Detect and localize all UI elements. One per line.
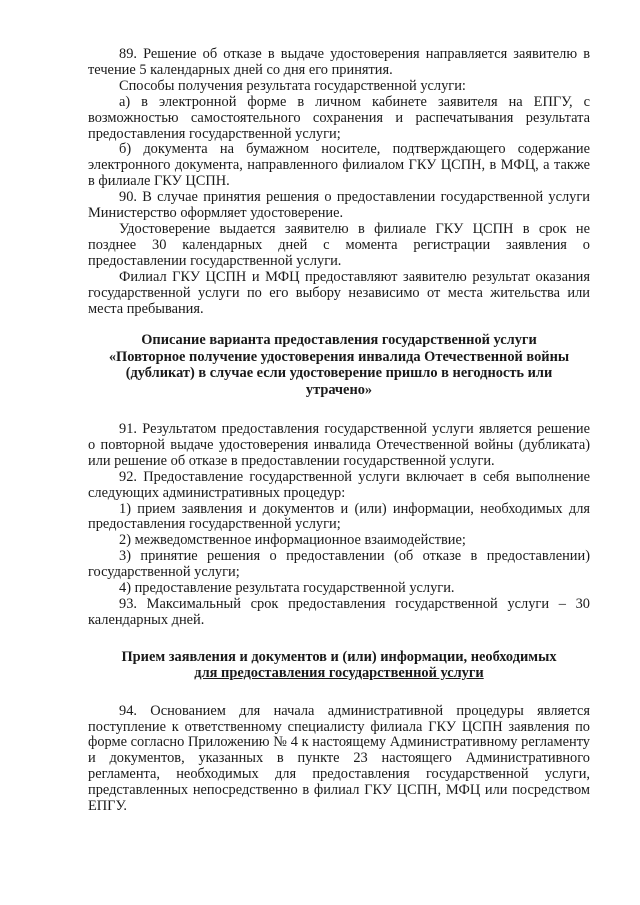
paragraph-91: 91. Результатом предоставления государственной услуги является решение о повторной выдаче удостоверения инвалида Отечественной войны (дубликата) или решение об отказе в предоставлении государственной услуги. — [88, 421, 590, 469]
heading-line: утрачено» — [305, 381, 373, 398]
paragraph-92: 92. Предоставление государственной услуги включает в себя выполнение следующих административных процедур: — [88, 468, 590, 501]
procedure-4: 4) предоставление результата государственной услуги. — [119, 580, 455, 597]
section-heading-duplicate — [88, 332, 590, 398]
paragraph-90: 90. В случае принятия решения о предоставлении государственной услуги Министерство оформляет удостоверение. — [88, 189, 590, 222]
document-page — [88, 47, 590, 815]
heading-line: Описание варианта предоставления государственной услуги — [141, 332, 537, 349]
paragraph-ways-intro: Способы получения результата государственной услуги: — [119, 77, 466, 94]
paragraph-93: 93. Максимальный срок предоставления государственной услуги – 30 календарных дней. — [88, 596, 590, 628]
heading-line: «Повторное получение удостоверения инвалида Отечественной войны — [108, 348, 570, 365]
paragraph-89: 89. Решение об отказе в выдаче удостоверения направляется заявителю в течение 5 календарных дней со дня его принятия. — [88, 46, 590, 78]
paragraph-94: 94. Основанием для начала административной процедуры является поступление к ответственному специалисту филиала ГКУ ЦСПН заявления по форме согласно Приложению № 4 к настоящему Административному регламенту и документов, указанных в пункте 23 настоящего Административного регламента, необходимых для предоставления государственной услуги, представленных непосредственно в филиал ГКУ ЦСПН, МФЦ или посредством ЕПГУ. — [88, 702, 590, 815]
procedure-3: 3) принятие решения о предоставлении (об отказе в предоставлении) государственной услуги; — [88, 548, 590, 581]
section-heading-application-intake — [88, 649, 590, 682]
paragraph-way-b: б) документа на бумажном носителе, подтверждающего содержание электронного документа, направленного филиалом ГКУ ЦСПН, в МФЦ, а также в филиале ГКУ ЦСПН. — [88, 141, 590, 190]
paragraph-way-a: а) в электронной форме в личном кабинете заявителя на ЕПГУ, с возможностью самостоятельного сохранения и распечатывания результата предоставления государственной услуги; — [88, 93, 590, 142]
procedure-2: 2) межведомственное информационное взаимодействие; — [119, 532, 466, 549]
heading-line-underlined: для предоставления государственной услуги — [194, 665, 484, 682]
paragraph-90-branch: Филиал ГКУ ЦСПН и МФЦ предоставляют заявителю результат оказания государственной услуги по его выбору независимо от места жительства или места пребывания. — [88, 268, 590, 317]
heading-line: Прием заявления и документов и (или) информации, необходимых — [121, 648, 557, 665]
procedure-1: 1) прием заявления и документов и (или) информации, необходимых для предоставления государственной услуги; — [88, 500, 590, 533]
paragraph-90-issue: Удостоверение выдается заявителю в филиале ГКУ ЦСПН в срок не позднее 30 календарных дней с момента регистрации заявления о предоставлении государственной услуги. — [88, 220, 590, 269]
heading-line: (дубликат) в случае если удостоверение пришло в негодность или — [125, 365, 553, 382]
